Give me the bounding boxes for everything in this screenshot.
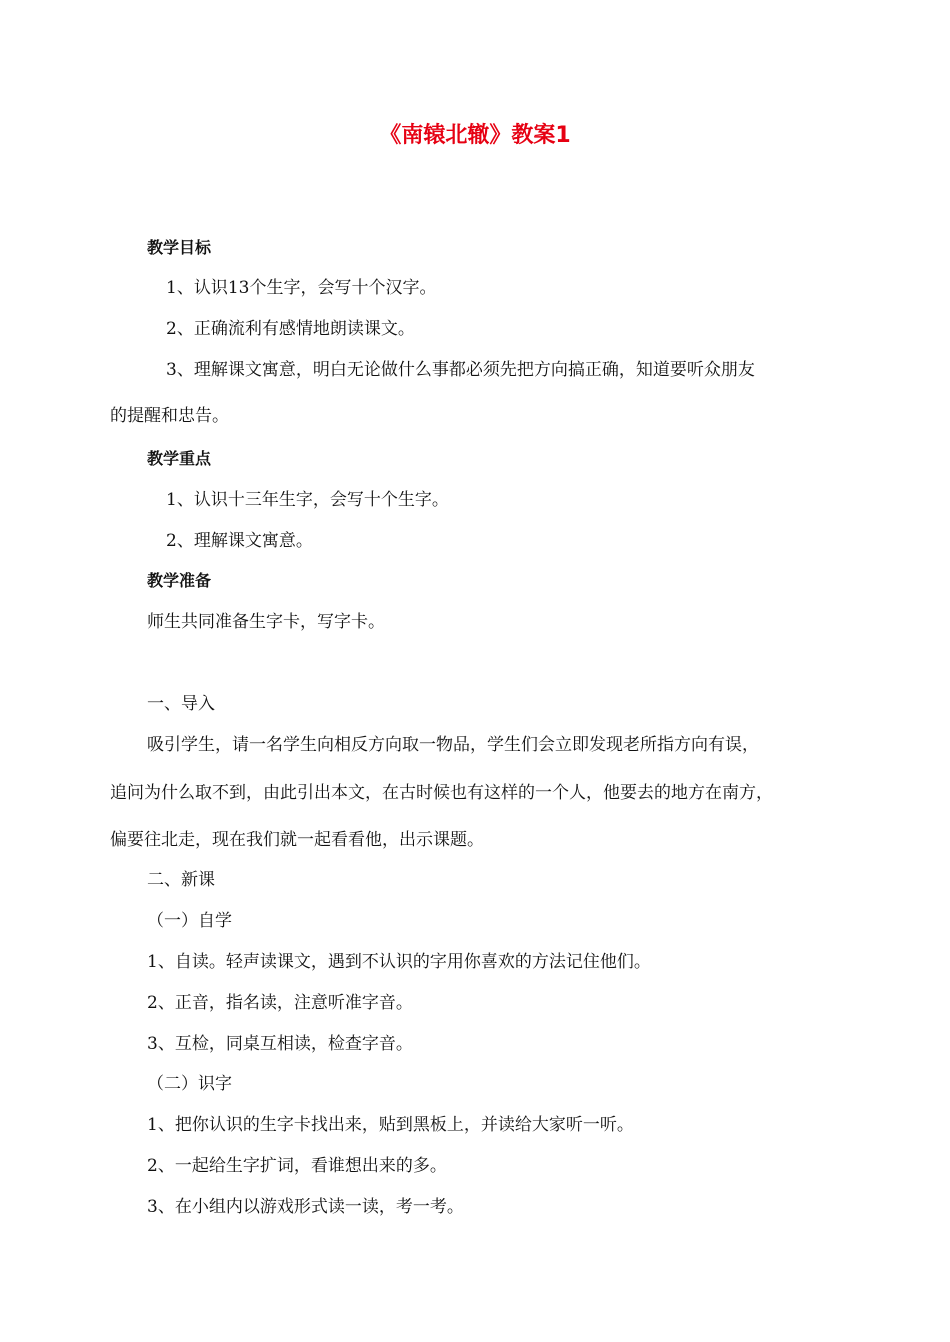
literacy-item-1: 1、把你认识的生字卡找出来，贴到黑板上，并读给大家听一听。 (147, 1115, 634, 1135)
literacy-item-3: 3、在小组内以游戏形式读一读，考一考。 (147, 1197, 464, 1217)
intro-line-1: 吸引学生，请一名学生向相反方向取一物品，学生们会立即发现老所指方向有误， (147, 735, 759, 755)
self-study-item-2: 2、正音，指名读，注意听准字音。 (147, 993, 413, 1013)
self-study-heading: （一）自学 (147, 911, 232, 931)
intro-heading: 一、导入 (147, 694, 215, 714)
self-study-item-3: 3、互检，同桌互相读，检查字音。 (147, 1034, 413, 1054)
document-title: 《南辕北辙》教案1 (379, 123, 571, 148)
goal-item-1: 1、认识13个生字，会写十个汉字。 (166, 278, 437, 298)
literacy-heading: （二）识字 (147, 1074, 232, 1094)
goal-item-3: 3、理解课文寓意，明白无论做什么事都必须先把方向搞正确，知道要听众朋友 (166, 360, 755, 380)
key-points-heading: 教学重点 (147, 449, 212, 468)
literacy-item-2: 2、一起给生字扩词，看谁想出来的多。 (147, 1156, 447, 1176)
intro-line-3: 偏要往北走，现在我们就一起看看他，出示课题。 (110, 830, 484, 850)
new-lesson-heading: 二、新课 (147, 870, 215, 890)
goals-heading: 教学目标 (147, 238, 212, 257)
goal-item-3-continued: 的提醒和忠告。 (110, 406, 229, 426)
preparation-text: 师生共同准备生字卡，写字卡。 (147, 612, 385, 632)
goal-item-2: 2、正确流利有感情地朗读课文。 (166, 319, 415, 339)
key-point-item-2: 2、理解课文寓意。 (166, 531, 313, 551)
preparation-heading: 教学准备 (147, 571, 212, 590)
intro-line-2: 追问为什么取不到，由此引出本文，在古时候也有这样的一个人，他要去的地方在南方， (110, 783, 773, 803)
self-study-item-1: 1、自读。轻声读课文，遇到不认识的字用你喜欢的方法记住他们。 (147, 952, 651, 972)
key-point-item-1: 1、认识十三年生字，会写十个生字。 (166, 490, 449, 510)
